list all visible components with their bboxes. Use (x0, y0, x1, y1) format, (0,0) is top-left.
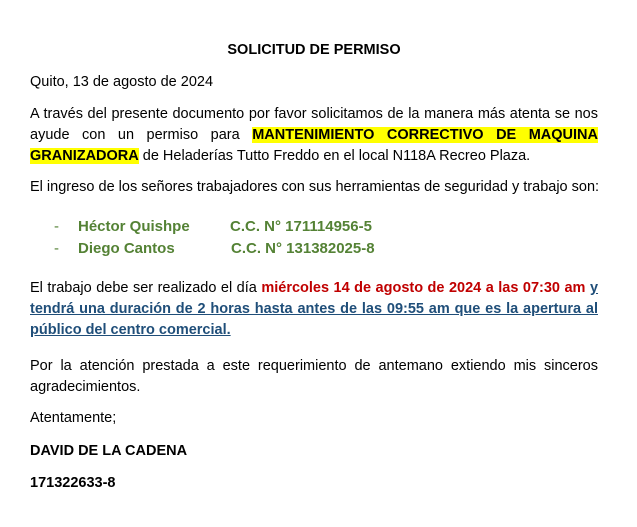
worker-name: Héctor Quishpe (78, 218, 190, 235)
worker-id: C.C. N° 171114956-5 (230, 218, 372, 235)
schedule-text-start: El trabajo debe ser realizado el día (30, 280, 262, 296)
list-bullet: - (54, 218, 59, 235)
worker-name: Diego Cantos (78, 240, 175, 257)
list-bullet: - (54, 240, 59, 257)
schedule-date: miércoles 14 de agosto de 2024 a las 07:30 am (261, 280, 586, 296)
intro-paragraph (30, 104, 598, 167)
document-title: SOLICITUD DE PERMISO (227, 42, 401, 58)
schedule-paragraph (30, 278, 598, 341)
worker-id: C.C. N° 131382025-8 (231, 240, 375, 257)
intro-text-start: A través del presente documento por favor solicitamos de la manera más atenta se nos ayude con un permiso para (30, 106, 598, 143)
workers-intro: El ingreso de los señores trabajadores con sus herramientas de seguridad y trabajo son: (30, 179, 600, 195)
schedule-duration-link[interactable]: y tendrá una duración de 2 horas hasta antes de las 09:55 am que es la apertura al público del centro comercial. (30, 280, 599, 338)
signer-name: DAVID DE LA CADENA (30, 443, 188, 459)
highlighted-service: MANTENIMIENTO CORRECTIVO DE MAQUINA GRANIZADORA (30, 127, 598, 164)
intro-text-end: de Heladerías Tutto Freddo en el local N118A Recreo Plaza. (138, 148, 531, 164)
signer-id: 171322633-8 (30, 475, 116, 491)
thanks-paragraph: Por la atención prestada a este requerimiento de antemano extiendo mis sinceros agradecimientos. (30, 358, 598, 395)
date-line: Quito, 13 de agosto de 2024 (30, 74, 214, 90)
closing-line: Atentamente; (30, 410, 117, 426)
